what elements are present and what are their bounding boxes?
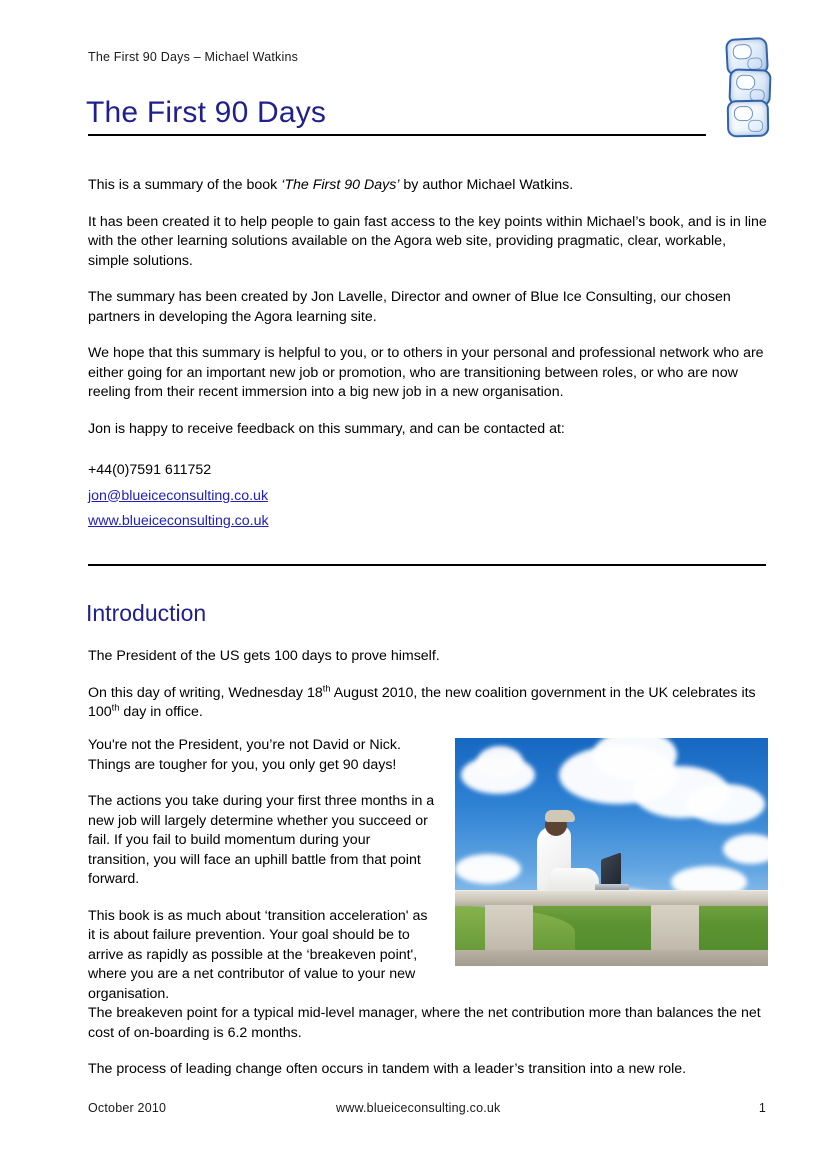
photo-bench-top — [455, 890, 768, 906]
footer-website: www.blueiceconsulting.co.uk — [336, 1101, 501, 1115]
paragraph-first-three-months: The actions you take during your first three months in a new job will largely determine whether you succeed or fail. If you fail to build momentum during your transition, you will face an uphill battle from that point forward. — [88, 793, 435, 887]
introduction-body-block — [88, 736, 768, 1097]
page-title: The First 90 Days — [86, 96, 327, 129]
footer-date: October 2010 — [88, 1101, 167, 1115]
header-divider — [88, 134, 706, 136]
contact-website-link[interactable]: www.blueiceconsulting.co.uk — [88, 513, 269, 529]
paragraph-purpose: It has been created it to help people to gain fast access to the key points within Michael’s book, and is in line with the other learning solutions available on the Agora web site, providing pragmatic, clear, workable, simple solutions. — [88, 213, 767, 269]
contact-details — [88, 458, 508, 535]
footer-page-number: 1 — [758, 1101, 766, 1115]
paragraph-president-100-days: The President of the US gets 100 days to prove himself. — [88, 648, 440, 664]
paragraph-summary-of-book — [88, 176, 768, 196]
p1-book-title-italic: ‘The First 90 Days’ — [281, 177, 400, 193]
paragraph-breakeven-point: The breakeven point for a typical mid-level manager, where the net contribution more than balances the net cost of on-boarding is 6.2 months. — [88, 1005, 761, 1041]
contact-email-link[interactable]: jon@blueiceconsulting.co.uk — [88, 487, 269, 504]
running-head: The First 90 Days – Michael Watkins — [88, 50, 299, 64]
person-with-laptop-on-bench-photo — [455, 738, 768, 966]
summary-intro-block — [88, 176, 768, 439]
p1-text-before: This is a summary of the book — [88, 177, 282, 193]
paragraph-date-of-writing — [88, 684, 768, 723]
blue-ice-consulting-logo-icon — [724, 38, 770, 136]
photo-cloud — [687, 784, 765, 824]
p1-text-after: by author Michael Watkins. — [399, 177, 574, 193]
section-heading-introduction: Introduction — [86, 600, 207, 626]
ordinal-suffix-100th: th — [111, 702, 120, 713]
paragraph-transition-acceleration: This book is as much about ‘transition acceleration' as it is about failure prevention. Your goal should be to arrive as rapidly as possible at the ‘breakeven point', where you are a net contributor of value to your new organisation. — [88, 907, 428, 1002]
contact-phone: +44(0)7591 611752 — [88, 462, 212, 478]
date-text-c: day in office. — [119, 704, 203, 720]
section-divider — [88, 564, 766, 566]
paragraph-audience: We hope that this summary is helpful to you, or to others in your personal and professional network who are either going for an important new job or promotion, who are transitioning between roles, or who are now reeling from their recent immersion into a big new job in a new organisation. — [88, 345, 764, 400]
photo-ground — [455, 950, 768, 966]
introduction-lead-block — [88, 647, 768, 723]
photo-cloud — [477, 746, 523, 778]
photo-person-legs — [551, 868, 599, 892]
photo-person-cap — [545, 810, 575, 822]
ordinal-suffix-18th: th — [322, 682, 331, 693]
photo-cloud — [455, 854, 521, 884]
paragraph-not-the-president: You're not the President, you’re not David or Nick. Things are tougher for you, you only get 90 days! — [88, 737, 401, 773]
paragraph-feedback: Jon is happy to receive feedback on this summary, and can be contacted at: — [88, 420, 565, 437]
paragraph-author-credit: The summary has been created by Jon Lavelle, Director and owner of Blue Ice Consulting, our chosen partners in developing the Agora learning site. — [88, 289, 731, 325]
ice-cube-icon-bottom — [727, 100, 770, 138]
date-text-a: On this day of writing, Wednesday 18 — [88, 684, 323, 701]
date-text-b: August 2010, the new coalition government in the UK celebrates its 100 — [88, 684, 756, 720]
paragraph-leading-change: The process of leading change often occurs in tandem with a leader’s transition into a new role. — [88, 1061, 687, 1077]
